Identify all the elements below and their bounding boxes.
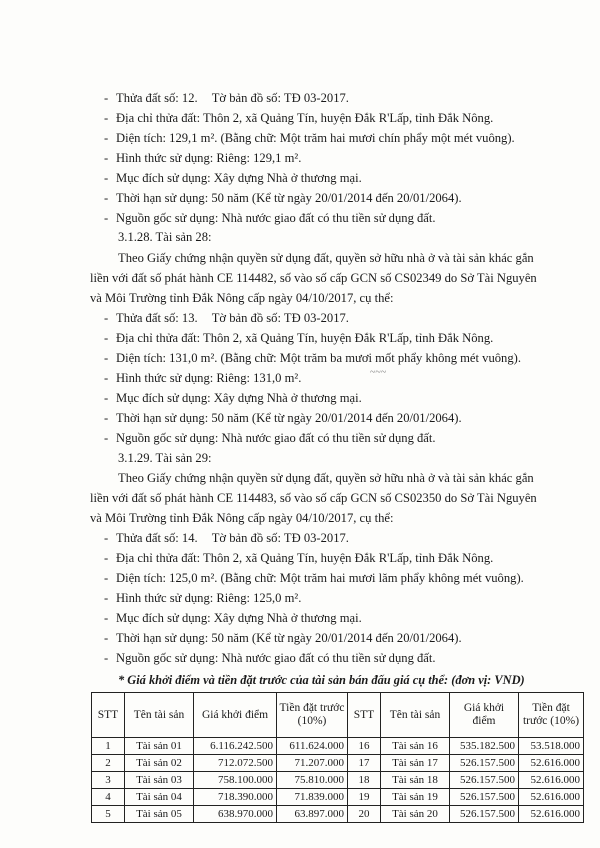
table-row (92, 789, 584, 806)
term-line: - Thời hạn sử dụng: 50 năm (Kể từ ngày 20/01/2014 đến 20/01/2064). (104, 191, 462, 205)
usage-form-line: - Hình thức sử dụng: Riêng: 125,0 m². (104, 591, 302, 605)
cell-asset-name: Tài sản 17 (381, 755, 450, 772)
cell-asset-name: Tài sản 19 (381, 789, 450, 806)
cell-asset-name: Tài sản 04 (125, 789, 194, 806)
cell-starting-price: 526.157.500 (450, 806, 519, 823)
cell-starting-price: 6.116.242.500 (194, 738, 277, 755)
cell-starting-price: 638.970.000 (194, 806, 277, 823)
area-line: - Diện tích: 131,0 m². (Bằng chữ: Một trăm ba mươi mốt phẩy không mét vuông). (104, 351, 521, 365)
address-line: - Địa chỉ thửa đất: Thôn 2, xã Quảng Tín, huyện Đắk R'Lấp, tỉnh Đắk Nông. (104, 551, 494, 565)
address-line: - Địa chỉ thửa đất: Thôn 2, xã Quảng Tín, huyện Đắk R'Lấp, tỉnh Đắk Nông. (104, 111, 494, 125)
scribble-mark: ~~~ (370, 367, 387, 378)
table-row (92, 738, 584, 755)
paragraph-line: Theo Giấy chứng nhận quyền sử dụng đất, quyền sở hữu nhà ở và tài sản khác gắn (118, 251, 534, 265)
cell-asset-name: Tài sản 18 (381, 772, 450, 789)
cell-stt: 5 (92, 806, 125, 823)
cell-stt: 1 (92, 738, 125, 755)
area-line: - Diện tích: 125,0 m². (Bằng chữ: Một trăm hai mươi lăm phẩy không mét vuông). (104, 571, 524, 585)
purpose-line: - Mục đích sử dụng: Xây dựng Nhà ở thương mại. (104, 611, 362, 625)
table-title: * Giá khởi điểm và tiền đặt trước của tài sản bán đấu giá cụ thể: (đơn vị: VND) (118, 673, 525, 687)
cell-deposit: 52.616.000 (519, 755, 584, 772)
origin-line: - Nguồn gốc sử dụng: Nhà nước giao đất có thu tiền sử dụng đất. (104, 431, 436, 445)
cell-stt: 3 (92, 772, 125, 789)
header-starting-price: Giá khởi điểm (194, 693, 277, 738)
cell-asset-name: Tài sản 20 (381, 806, 450, 823)
cell-starting-price: 535.182.500 (450, 738, 519, 755)
cell-deposit: 611.624.000 (277, 738, 348, 755)
term-line: - Thời hạn sử dụng: 50 năm (Kể từ ngày 20/01/2014 đến 20/01/2064). (104, 411, 462, 425)
cell-starting-price: 712.072.500 (194, 755, 277, 772)
cell-stt: 16 (348, 738, 381, 755)
cell-deposit: 75.810.000 (277, 772, 348, 789)
section-heading: 3.1.29. Tài sản 29: (118, 451, 212, 465)
header-stt: STT (92, 693, 125, 738)
table-row (92, 772, 584, 789)
cell-stt: 4 (92, 789, 125, 806)
cell-asset-name: Tài sản 03 (125, 772, 194, 789)
usage-form-line: - Hình thức sử dụng: Riêng: 129,1 m². (104, 151, 302, 165)
cell-deposit: 71.839.000 (277, 789, 348, 806)
section-heading: 3.1.28. Tài sản 28: (118, 230, 212, 244)
plot-line: - Thửa đất số: 14. Tờ bản đồ số: TĐ 03-2017. (104, 531, 349, 545)
cell-asset-name: Tài sản 01 (125, 738, 194, 755)
cell-asset-name: Tài sản 05 (125, 806, 194, 823)
cell-stt: 2 (92, 755, 125, 772)
paragraph-line: liền với đất số phát hành CE 114483, số vào số cấp GCN số CS02350 do Sở Tài Nguyên (90, 491, 537, 505)
price-table (91, 692, 584, 823)
cell-starting-price: 758.100.000 (194, 772, 277, 789)
paragraph-line: Theo Giấy chứng nhận quyền sử dụng đất, quyền sở hữu nhà ở và tài sản khác gắn (118, 471, 534, 485)
header-deposit: Tiền đặt trước (10%) (277, 693, 348, 738)
table-header-row (92, 693, 584, 738)
header-deposit: Tiền đặt trước (10%) (519, 693, 584, 738)
cell-deposit: 71.207.000 (277, 755, 348, 772)
table-row (92, 806, 584, 823)
purpose-line: - Mục đích sử dụng: Xây dựng Nhà ở thương mại. (104, 391, 362, 405)
cell-deposit: 52.616.000 (519, 789, 584, 806)
purpose-line: - Mục đích sử dụng: Xây dựng Nhà ở thương mại. (104, 171, 362, 185)
origin-line: - Nguồn gốc sử dụng: Nhà nước giao đất có thu tiền sử dụng đất. (104, 211, 436, 225)
address-line: - Địa chỉ thửa đất: Thôn 2, xã Quảng Tín, huyện Đắk R'Lấp, tỉnh Đắk Nông. (104, 331, 494, 345)
cell-deposit: 63.897.000 (277, 806, 348, 823)
cell-starting-price: 526.157.500 (450, 755, 519, 772)
cell-deposit: 52.616.000 (519, 806, 584, 823)
paragraph-line: liền với đất số phát hành CE 114482, số vào số cấp GCN số CS02349 do Sở Tài Nguyên (90, 271, 537, 285)
term-line: - Thời hạn sử dụng: 50 năm (Kể từ ngày 20/01/2014 đến 20/01/2064). (104, 631, 462, 645)
cell-deposit: 52.616.000 (519, 772, 584, 789)
origin-line: - Nguồn gốc sử dụng: Nhà nước giao đất có thu tiền sử dụng đất. (104, 651, 436, 665)
plot-line: - Thửa đất số: 12. Tờ bản đồ số: TĐ 03-2017. (104, 91, 349, 105)
header-asset-name: Tên tài sản (381, 693, 450, 738)
cell-starting-price: 718.390.000 (194, 789, 277, 806)
cell-stt: 17 (348, 755, 381, 772)
header-starting-price: Giá khởi điểm (450, 693, 519, 738)
usage-form-line: - Hình thức sử dụng: Riêng: 131,0 m². (104, 371, 302, 385)
cell-starting-price: 526.157.500 (450, 772, 519, 789)
cell-stt: 19 (348, 789, 381, 806)
cell-stt: 20 (348, 806, 381, 823)
header-stt: STT (348, 693, 381, 738)
paragraph-line: và Môi Trường tỉnh Đắk Nông cấp ngày 04/10/2017, cụ thể: (90, 511, 394, 525)
table-row (92, 755, 584, 772)
cell-stt: 18 (348, 772, 381, 789)
area-line: - Diện tích: 129,1 m². (Bằng chữ: Một trăm hai mươi chín phẩy một mét vuông). (104, 131, 515, 145)
cell-asset-name: Tài sản 02 (125, 755, 194, 772)
header-asset-name: Tên tài sản (125, 693, 194, 738)
cell-starting-price: 526.157.500 (450, 789, 519, 806)
cell-asset-name: Tài sản 16 (381, 738, 450, 755)
paragraph-line: và Môi Trường tỉnh Đắk Nông cấp ngày 04/10/2017, cụ thể: (90, 291, 394, 305)
cell-deposit: 53.518.000 (519, 738, 584, 755)
plot-line: - Thửa đất số: 13. Tờ bản đồ số: TĐ 03-2017. (104, 311, 349, 325)
